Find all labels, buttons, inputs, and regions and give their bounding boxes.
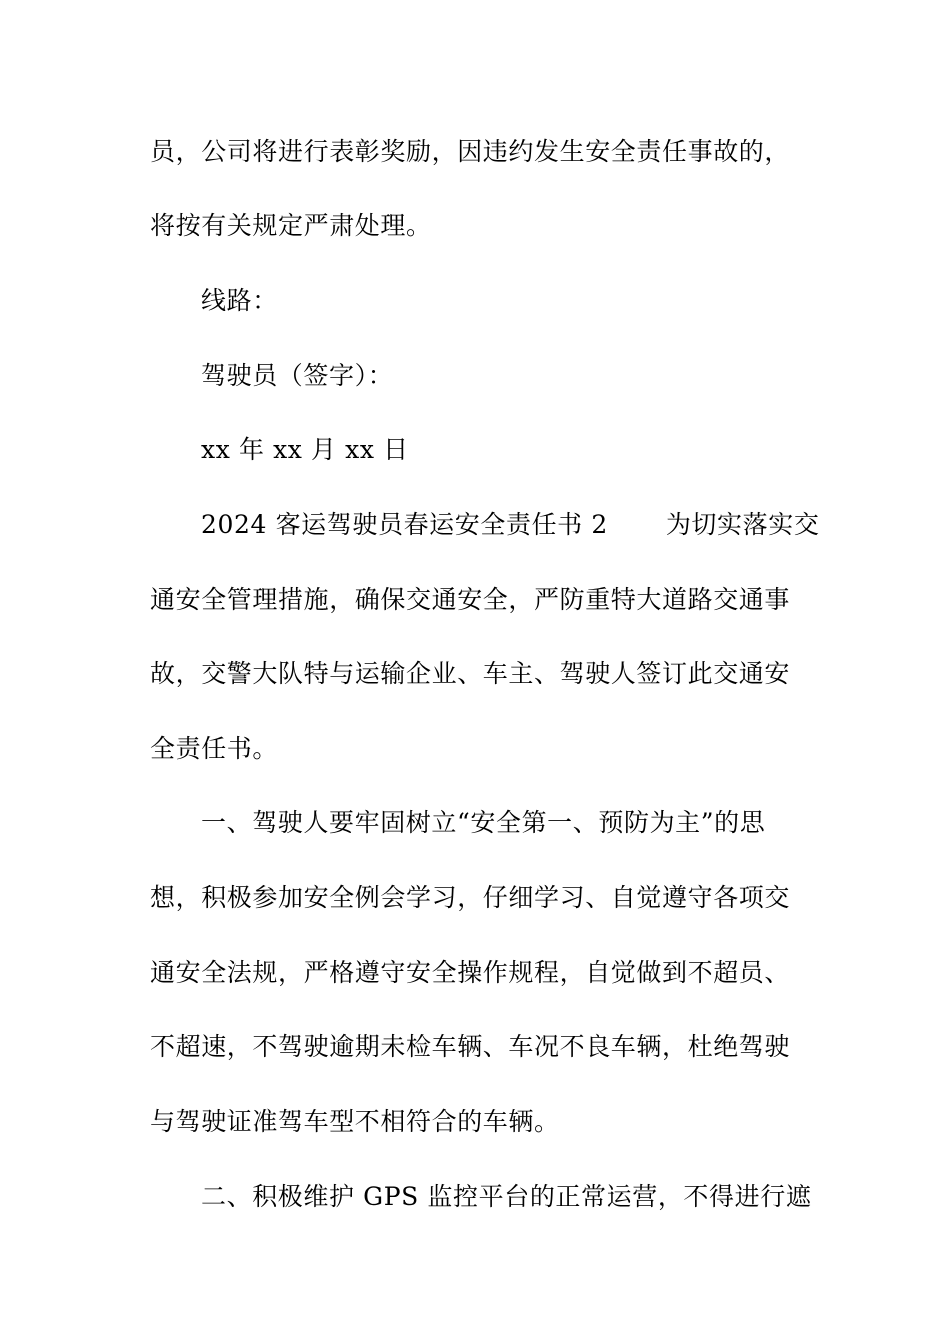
route-label: 线路： bbox=[201, 286, 278, 315]
paragraph-line: 二、积极维护 GPS 监控平台的正常运营，不得进行遮 bbox=[201, 1182, 812, 1211]
paragraph-line: 与驾驶证准驾车型不相符合的车辆。 bbox=[150, 1107, 560, 1136]
paragraph-line: 通安全法规，严格遵守安全操作规程，自觉做到不超员、 bbox=[150, 958, 791, 987]
paragraph-start: 为切实落实交 bbox=[665, 510, 820, 539]
paragraph-line: 全责任书。 bbox=[150, 734, 279, 763]
paragraph-line: 想，积极参加安全例会学习，仔细学习、自觉遵守各项交 bbox=[150, 883, 791, 912]
paragraph-line: 一、驾驶人要牢固树立“安全第一、预防为主”的思 bbox=[201, 808, 766, 837]
section-title: 2024 客运驾驶员春运安全责任书 2 bbox=[201, 510, 608, 539]
paragraph-line: 故，交警大队特与运输企业、车主、驾驶人签订此交通安 bbox=[150, 659, 791, 688]
date-line: xx 年 xx 月 xx 日 bbox=[201, 435, 409, 464]
paragraph-line: 员，公司将进行表彰奖励，因违约发生安全责任事故的， bbox=[150, 137, 791, 166]
section-title-line bbox=[201, 510, 819, 540]
paragraph-line: 通安全管理措施，确保交通安全，严防重特大道路交通事 bbox=[150, 585, 791, 614]
paragraph-line: 将按有关规定严肃处理。 bbox=[150, 211, 432, 240]
paragraph-line: 不超速，不驾驶逾期未检车辆、车况不良车辆，杜绝驾驶 bbox=[150, 1032, 791, 1061]
driver-signature-label: 驾驶员（签字）： bbox=[201, 361, 394, 390]
